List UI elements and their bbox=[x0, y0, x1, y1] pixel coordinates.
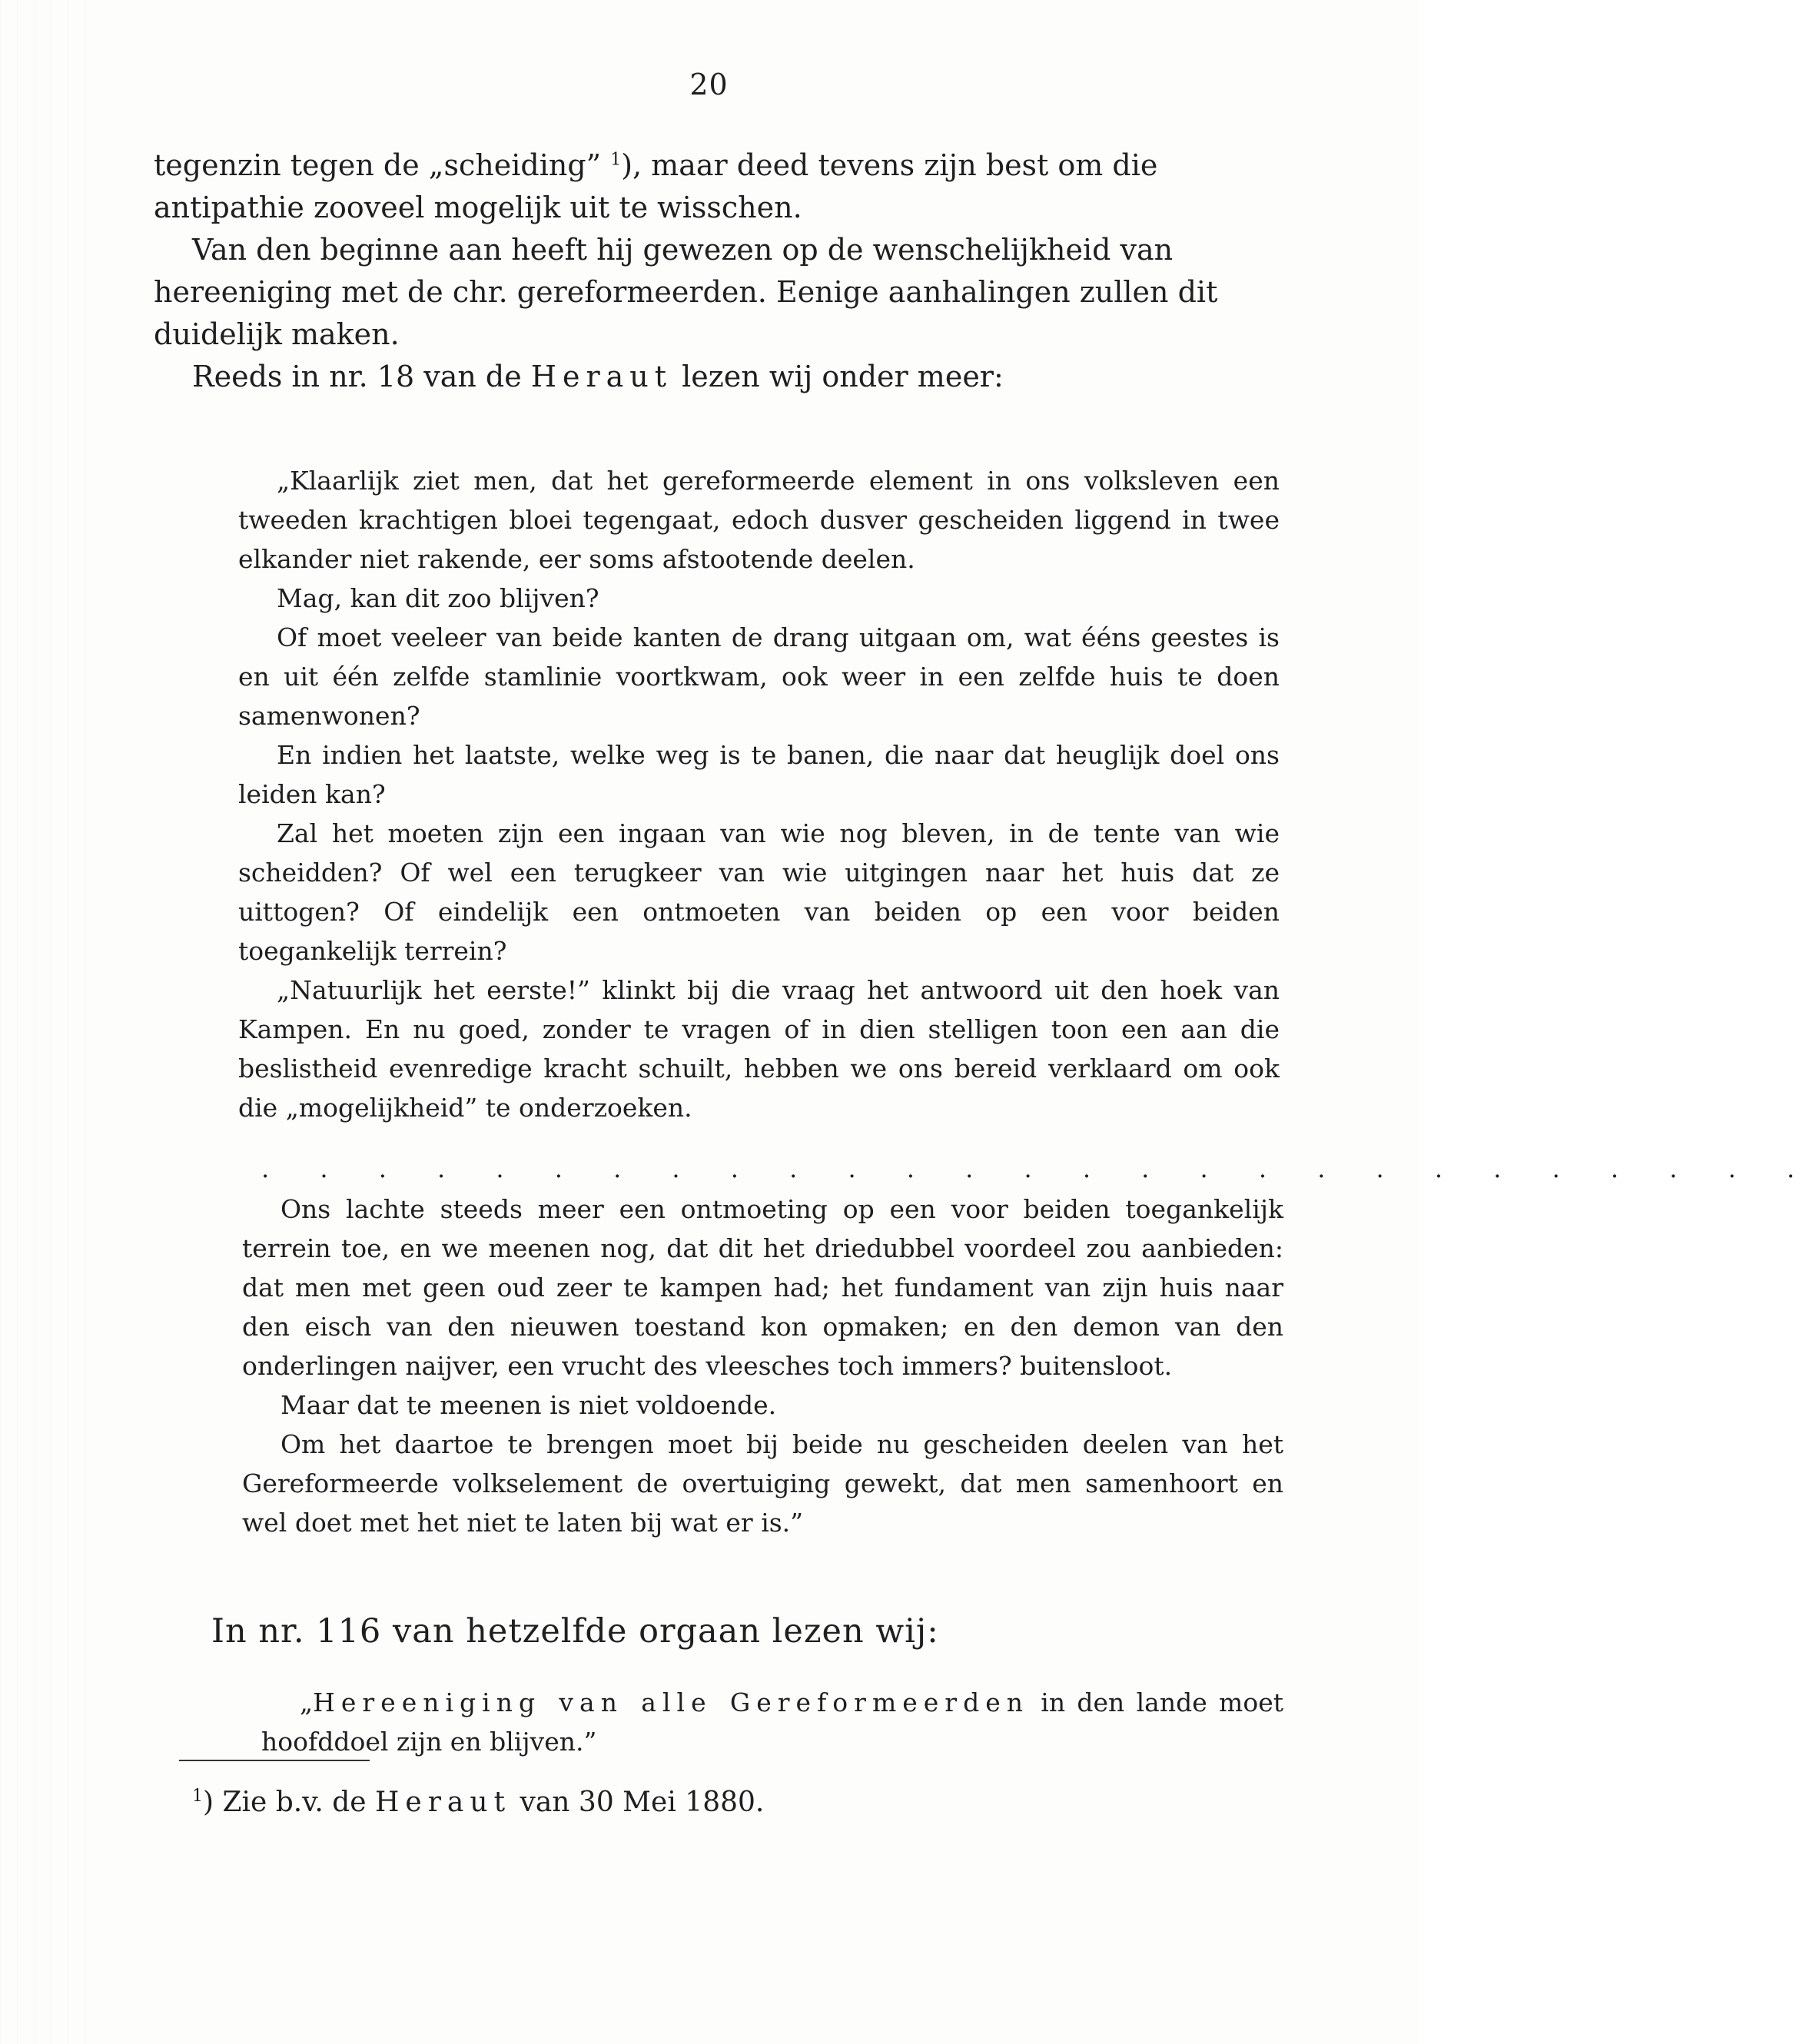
footnote: $^1$) Zie b.v. de Heraut van 30 Mei 1880. bbox=[192, 1787, 765, 1818]
footnote-marker: 1 bbox=[192, 1787, 203, 1806]
footnote-ref: 1 bbox=[610, 150, 622, 170]
quote-block-1 bbox=[238, 461, 1280, 1127]
quote-paragraph: Maar dat te meenen is niet voldoende. bbox=[281, 1390, 777, 1420]
quote-paragraph: Om het daartoe te brengen moet bij beide nu gescheiden deelen van het Gereformeerde volkselement de overtuiging gewekt, dat men samenhoort en wel doet met het niet te laten bij wat er is.” bbox=[242, 1429, 1283, 1538]
quote-paragraph: Zal het moeten zijn een ingaan van wie nog bleven, in de tente van wie scheidden? Of wel een terugkeer van wie uitgingen naar het huis dat ze uittogen? Of eindelijk een ontmoeten van beiden op een voor beiden toegankelijk terrein? bbox=[238, 818, 1280, 966]
quote-paragraph: „Klaarlijk ziet men, dat het gereformeerde element in ons volksleven een tweeden krachtigen bloei tegengaat, edoch dusver gescheiden liggend in twee elkander niet rakende, eer soms afstootende deelen. bbox=[238, 466, 1280, 574]
intro-line-2: antipathie zooveel mogelijk uit te wisschen. bbox=[154, 191, 802, 224]
quote-paragraph: Ons lachte steeds meer een ontmoeting op een voor beiden toegankelijk terrein toe, en we meenen nog, dat dit het driedubbel voordeel zou aanbieden: dat men met geen oud zeer te kampen had; het fundament van zijn huis naar den eisch van den nieuwen toestand kon opmaken; en den demon van den onderlingen naijver, een vrucht des vleesches toch immers? buitensloot. bbox=[242, 1194, 1283, 1381]
section-heading: In nr. 116 van hetzelfde orgaan lezen wij: bbox=[211, 1612, 939, 1651]
scan-edge bbox=[0, 0, 92, 2044]
quote-block-2 bbox=[261, 1683, 1283, 1761]
quote-paragraph: „Natuurlijk het eerste!” klinkt bij die vraag het antwoord uit den hoek van Kampen. En nu goed, zonder te vragen of in dien stelligen toon een aan die beslistheid evenredige kracht schuilt, hebben we ons bereid verklaard om ook die „mogelijkheid” te onderzoeken. bbox=[238, 975, 1280, 1123]
intro-line-1: tegenzin tegen de „scheiding” $^1$), maar deed tevens zijn best om die bbox=[154, 148, 1158, 182]
emphasized-text: Hereeniging van alle Gereformeerden bbox=[313, 1687, 1029, 1717]
intro-block bbox=[154, 144, 1268, 398]
periodical-title: Heraut bbox=[375, 1787, 512, 1818]
quote-paragraph: „Hereeniging van alle Gereformeerden in den lande moet hoofddoel zijn en blijven.” bbox=[261, 1687, 1283, 1757]
intro-paragraph-3: Reeds in nr. 18 van de Heraut lezen wij onder meer: bbox=[192, 360, 1004, 393]
intro-paragraph-2: Van den beginne aan heeft hij gewezen op de wenschelijkheid van hereeniging met de chr. gereformeerden. Eenige aanhalingen zullen dit duidelijk maken. bbox=[154, 233, 1218, 351]
quote-block-1-continued bbox=[242, 1190, 1283, 1542]
quote-paragraph: En indien het laatste, welke weg is te banen, die naar dat heuglijk doel ons leiden kan? bbox=[238, 740, 1280, 809]
page-number: 20 bbox=[689, 68, 729, 101]
periodical-title: Heraut bbox=[530, 360, 673, 393]
quote-paragraph: Mag, kan dit zoo blijven? bbox=[277, 583, 599, 613]
ellipsis-divider: . . . . . . . . . . . . . . . . . . . . . . . . . . . bbox=[261, 1154, 1816, 1183]
quote-paragraph: Of moet veeleer van beide kanten de drang uitgaan om, wat ééns geestes is en uit één zelfde stamlinie voortkwam, ook weer in een zelfde huis te doen samenwonen? bbox=[238, 622, 1280, 731]
footnote-divider bbox=[179, 1760, 370, 1761]
